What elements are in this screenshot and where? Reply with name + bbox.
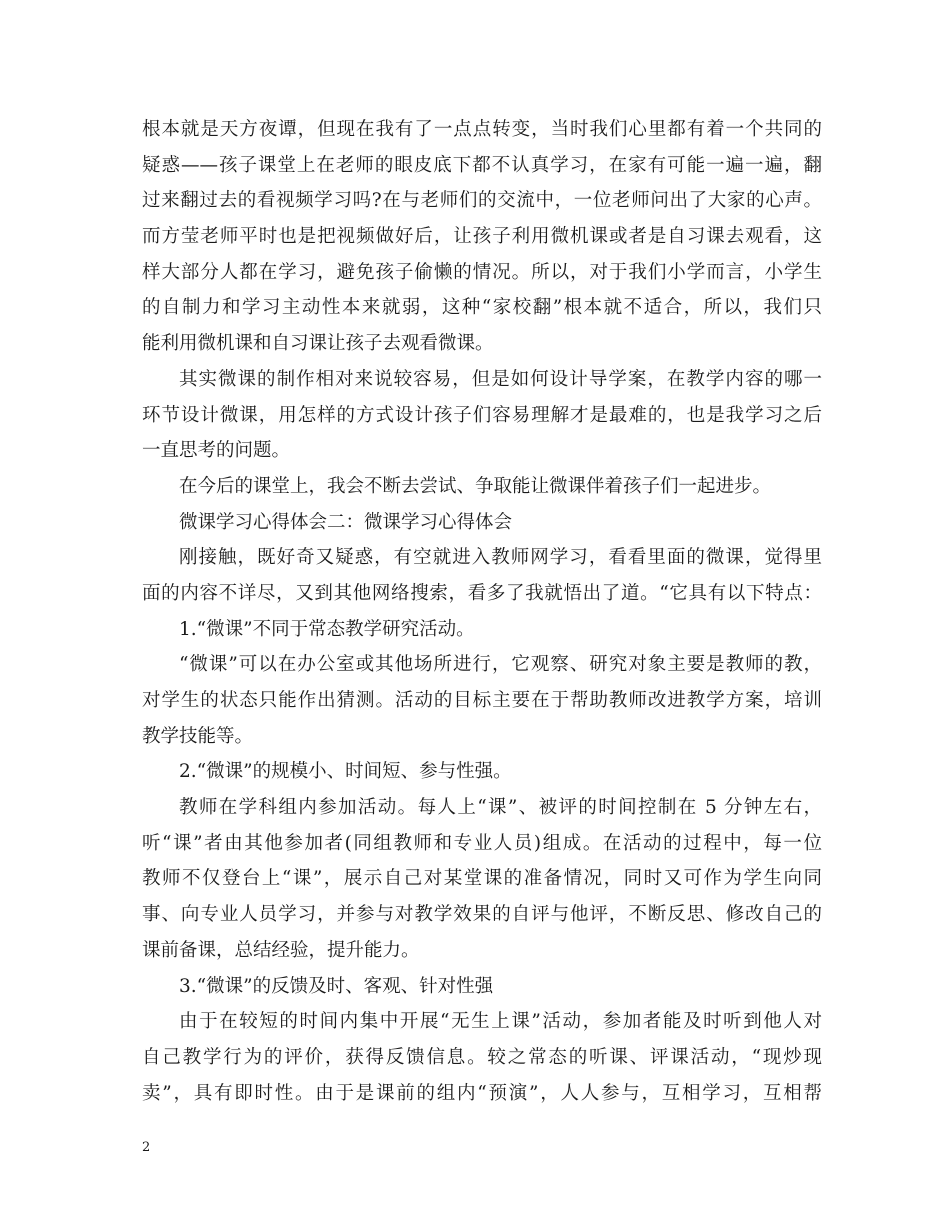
text-line: 其实微课的制作相对来说较容易，但是如何设计导学案，在教学内容的哪一 — [179, 368, 822, 390]
text-line: 教师在学科组内参加活动。每人上“课”、被评的时间控制在 5 分钟左右， — [179, 797, 822, 819]
text-line: 2.“微课”的规模小、时间短、参与性强。 — [179, 761, 512, 783]
text-line: 课前备课，总结经验，提升能力。 — [142, 939, 420, 961]
text-line: 教师不仅登台上“课”，展示自己对某堂课的准备情况，同时又可作为学生向同 — [142, 868, 822, 890]
text-line: 而方莹老师平时也是把视频做好后，让孩子利用微机课或者是自习课去观看，这 — [142, 226, 822, 248]
text-line: 听“课”者由其他参加者(同组教师和专业人员)组成。在活动的过程中，每一位 — [142, 832, 822, 854]
text-line: 事、向专业人员学习，并参与对教学效果的自评与他评，不断反思、修改自己的 — [142, 904, 822, 926]
text-line: 刚接触，既好奇又疑惑，有空就进入教师网学习，看看里面的微课，觉得里 — [179, 547, 822, 569]
page-number: 2 — [142, 1140, 151, 1155]
text-line: 卖”，具有即时性。由于是课前的组内“预演”，人人参与，互相学习，互相帮 — [142, 1082, 822, 1104]
text-line: 3.“微课”的反馈及时、客观、针对性强 — [179, 975, 494, 997]
text-line: 由于在较短的时间内集中开展“无生上课”活动，参加者能及时听到他人对 — [179, 1011, 822, 1033]
text-line: 在今后的课堂上，我会不断去尝试、争取能让微课伴着孩子们一起进步。 — [179, 475, 772, 497]
text-line: 教学技能等。 — [142, 725, 254, 747]
text-line: 对学生的状态只能作出猜测。活动的目标主要在于帮助教师改进教学方案，培训 — [142, 690, 822, 711]
text-line: 面的内容不详尽，又到其他网络搜索，看多了我就悟出了道。“它具有以下特点： — [142, 582, 822, 604]
text-line: 的自制力和学习主动性本来就弱，这种“家校翻”根本就不适合，所以，我们只 — [142, 297, 822, 319]
text-line: 1.“微课”不同于常态教学研究活动。 — [179, 618, 475, 640]
text-line: 过来翻过去的看视频学习吗?在与老师们的交流中，一位老师问出了大家的心声。 — [142, 190, 822, 212]
text-line: 自己教学行为的评价，获得反馈信息。较之常态的听课、评课活动，“现炒现 — [142, 1046, 822, 1068]
text-line: 微课学习心得体会二：微课学习心得体会 — [179, 511, 513, 533]
text-line: 环节设计微课，用怎样的方式设计孩子们容易理解才是最难的，也是我学习之后 — [142, 404, 822, 426]
text-line: 疑惑——孩子课堂上在老师的眼皮底下都不认真学习，在家有可能一遍一遍，翻 — [142, 154, 822, 176]
text-line: 样大部分人都在学习，避免孩子偷懒的情况。所以，对于我们小学而言，小学生 — [142, 261, 822, 283]
text-line: “微课”可以在办公室或其他场所进行，它观察、研究对象主要是教师的教， — [179, 654, 822, 676]
text-line: 根本就是天方夜谭，但现在我有了一点点转变，当时我们心里都有着一个共同的 — [142, 119, 822, 140]
document-body — [142, 112, 822, 1111]
text-line: 能利用微机课和自习课让孩子去观看微课。 — [142, 333, 494, 355]
text-line: 一直思考的问题。 — [142, 440, 291, 462]
